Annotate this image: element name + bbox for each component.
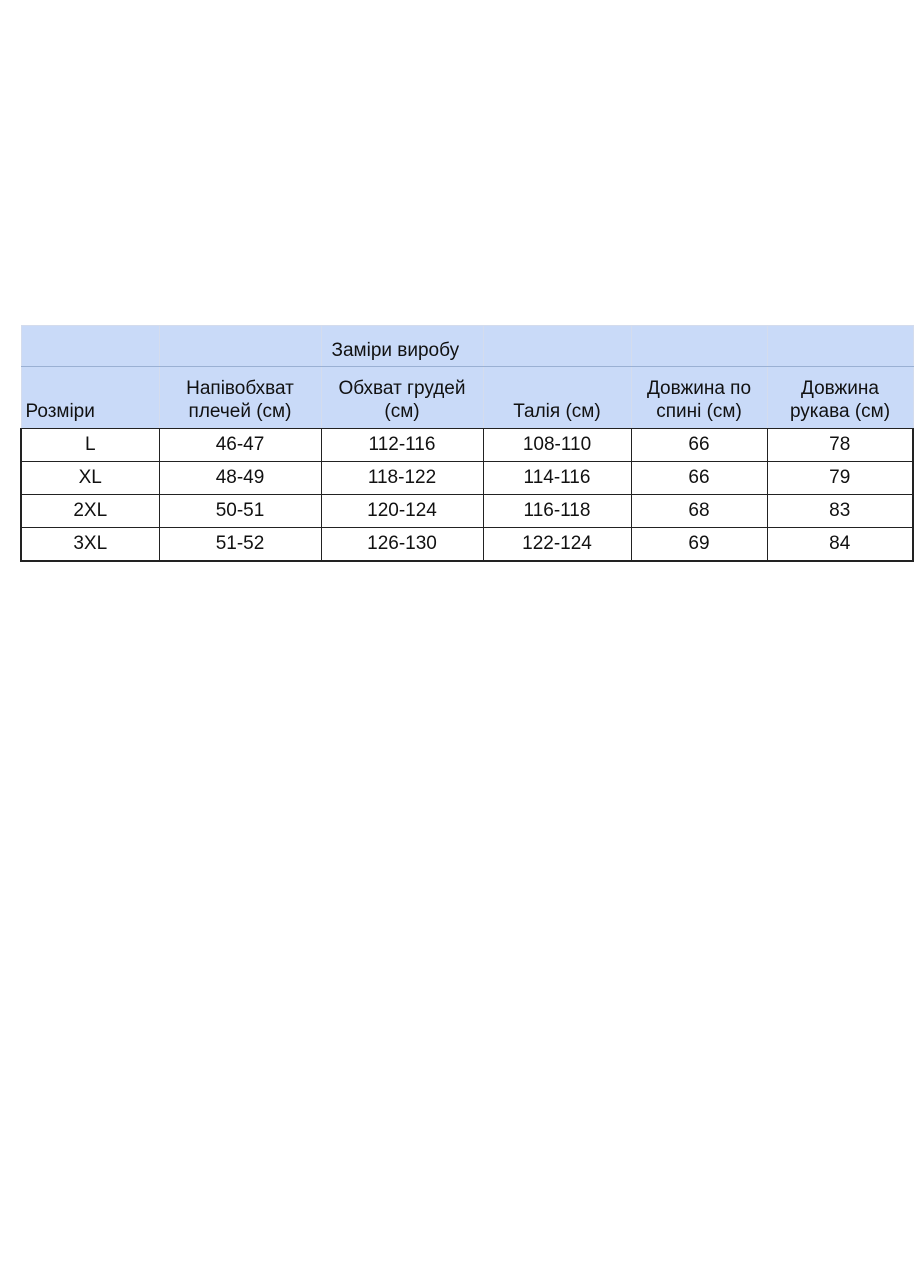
column-header-line: Талія (см)	[513, 401, 601, 423]
table-cell: 112-116	[321, 429, 483, 462]
table-cell: 118-122	[321, 462, 483, 495]
size-cell: 3XL	[21, 528, 159, 562]
size-cell: XL	[21, 462, 159, 495]
table-cell: 66	[631, 429, 767, 462]
column-header-shoulder	[159, 367, 321, 429]
table-cell: 50-51	[159, 495, 321, 528]
table-row	[21, 462, 913, 495]
header-empty-cell	[21, 326, 159, 367]
column-header-line: (см)	[384, 401, 420, 423]
column-header-line: Довжина по	[646, 378, 752, 400]
header-title-row	[21, 326, 913, 367]
column-header-row	[21, 367, 913, 429]
column-header-line: Напівобхват	[186, 378, 294, 400]
table-cell: 116-118	[483, 495, 631, 528]
header-empty-cell	[631, 326, 767, 367]
table-cell: 108-110	[483, 429, 631, 462]
table-cell: 126-130	[321, 528, 483, 562]
table-cell: 68	[631, 495, 767, 528]
table-group-title: Заміри виробу	[321, 326, 483, 367]
table-cell: 114-116	[483, 462, 631, 495]
table-cell: 46-47	[159, 429, 321, 462]
table-cell: 78	[767, 429, 913, 462]
table-cell: 83	[767, 495, 913, 528]
size-cell: L	[21, 429, 159, 462]
column-header-line: спині (см)	[656, 401, 742, 423]
column-header-line: Довжина	[801, 378, 879, 400]
table-row	[21, 429, 913, 462]
header-empty-cell	[483, 326, 631, 367]
column-header-sleeve-length	[767, 367, 913, 429]
table-cell: 48-49	[159, 462, 321, 495]
table-row	[21, 495, 913, 528]
column-header-waist	[483, 367, 631, 429]
column-header-line: рукава (см)	[789, 401, 891, 423]
table-cell: 69	[631, 528, 767, 562]
table-cell: 122-124	[483, 528, 631, 562]
table-cell: 84	[767, 528, 913, 562]
column-header-size	[21, 367, 159, 429]
table-cell: 120-124	[321, 495, 483, 528]
size-chart-table	[20, 325, 914, 562]
column-header-line: плечей (см)	[188, 401, 292, 423]
header-empty-cell	[767, 326, 913, 367]
column-header-back-length	[631, 367, 767, 429]
table-cell: 66	[631, 462, 767, 495]
table-row	[21, 528, 913, 562]
column-header-chest	[321, 367, 483, 429]
size-cell: 2XL	[21, 495, 159, 528]
table-cell: 51-52	[159, 528, 321, 562]
column-header-line: Розміри	[25, 401, 95, 423]
table-cell: 79	[767, 462, 913, 495]
column-header-line: Обхват грудей	[338, 378, 466, 400]
header-empty-cell	[159, 326, 321, 367]
